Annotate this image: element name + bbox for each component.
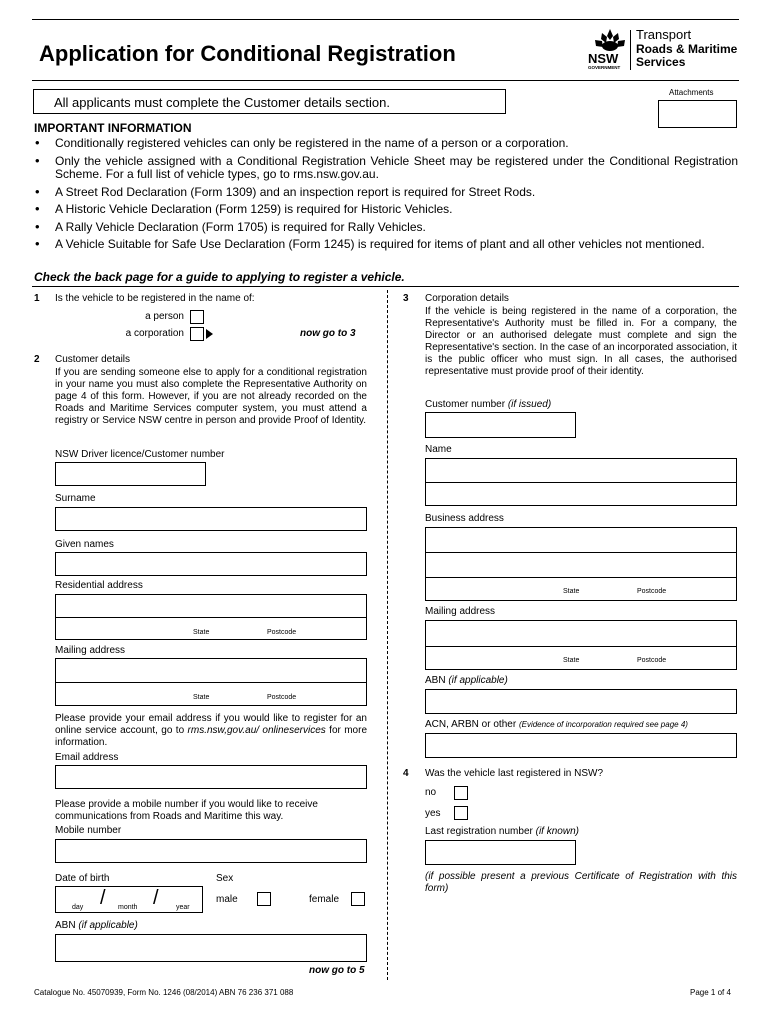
- customer-number-note: (if issued): [507, 399, 552, 410]
- state-label: State: [193, 629, 210, 636]
- residential-address-input[interactable]: [55, 594, 367, 640]
- logo-roads-maritime: Roads & Maritime: [636, 42, 738, 56]
- email-paragraph: [55, 713, 367, 749]
- state-label: State: [193, 694, 210, 701]
- business-address-label: Business address: [425, 513, 504, 524]
- postcode-label: Postcode: [267, 629, 297, 636]
- s1-question: Is the vehicle to be registered in the name of:: [55, 293, 255, 304]
- day-label: day: [72, 904, 84, 911]
- s2-paragraph: If you are sending someone else to apply for a conditional registration in your name you must also complete the Representative Authority on page 4 of this form. However, if you are not already recorded on the Roads and Maritime Services computer system, you must attend a registry or Service NSW centre in person and provide Proof of Identity.: [55, 367, 367, 426]
- licence-label: NSW Driver licence/Customer number: [55, 449, 225, 460]
- state-label: State: [563, 588, 580, 595]
- nsw-logo: [582, 27, 742, 73]
- last-registration-text: Last registration number: [425, 826, 533, 837]
- corporation-checkbox[interactable]: [190, 327, 204, 341]
- email-input[interactable]: [55, 765, 367, 789]
- important-heading: IMPORTANT INFORMATION: [34, 121, 192, 135]
- s2-abn-label: [55, 920, 138, 932]
- acn-note: (Evidence of incorporation required see page 4): [518, 720, 688, 729]
- corporation-name-input[interactable]: [425, 458, 737, 506]
- banner: [33, 89, 506, 114]
- yes-checkbox[interactable]: [454, 806, 468, 820]
- abn-note: (if applicable): [448, 675, 508, 686]
- header-rule: [32, 80, 739, 81]
- logo-transport: Transport: [636, 27, 692, 42]
- dob-label: Date of birth: [55, 873, 110, 884]
- mobile-paragraph: Please provide a mobile number if you would like to receive communications from Roads and Maritime this way.: [55, 799, 318, 822]
- postcode-label: Postcode: [637, 588, 667, 595]
- s1-goto: now go to 3: [300, 328, 356, 339]
- check-back-note: Check the back page for a guide to applying to register a vehicle.: [34, 270, 405, 284]
- acn-text: ACN, ARBN or other: [425, 719, 517, 730]
- field-divider: [426, 646, 736, 647]
- dob-slash: /: [100, 887, 106, 909]
- abn-note: (if applicable): [78, 920, 138, 931]
- logo-divider: [630, 30, 631, 70]
- field-divider: [56, 682, 366, 683]
- male-label: male: [216, 894, 238, 905]
- dob-slash: /: [153, 887, 159, 909]
- last-registration-label: [425, 826, 579, 838]
- list-item: • Only the vehicle assigned with a Conditional Registration Vehicle Sheet may be registered under the Conditional Registration Scheme. For a full list of vehicle types, go to rms.nsw.gov.au.: [33, 155, 738, 182]
- field-divider: [56, 617, 366, 618]
- abn-text: ABN: [425, 675, 446, 686]
- sex-label: Sex: [216, 873, 234, 884]
- s3-number: 3: [403, 293, 409, 304]
- month-label: month: [118, 904, 138, 911]
- column-divider: [387, 290, 388, 980]
- no-checkbox[interactable]: [454, 786, 468, 800]
- field-divider: [426, 552, 736, 553]
- list-item: • Conditionally registered vehicles can only be registered in the name of a person or a corporation.: [33, 137, 738, 151]
- female-checkbox[interactable]: [351, 892, 365, 906]
- s1-corporation-label: a corporation: [125, 328, 184, 339]
- state-label: State: [563, 657, 580, 664]
- list-item: • A Rally Vehicle Declaration (Form 1705) is required for Rally Vehicles.: [33, 221, 738, 235]
- waratah-icon: [590, 27, 630, 53]
- footer-page-number: Page 1 of 4: [690, 988, 731, 997]
- section-rule: [32, 286, 739, 287]
- male-checkbox[interactable]: [257, 892, 271, 906]
- attachments-box[interactable]: [658, 100, 737, 128]
- last-registration-note: (if known): [535, 826, 579, 837]
- female-label: female: [309, 894, 340, 905]
- arrow-right-icon: [206, 329, 213, 339]
- business-address-input[interactable]: [425, 527, 737, 601]
- name-label: Name: [425, 444, 452, 455]
- given-names-input[interactable]: [55, 552, 367, 576]
- s3-paragraph: If the vehicle is being registered in the name of a corporation, the Representative's Authority must be filled in. For a company, the Director or an authorised delegate must complete and sign the Representative's section. In the case of an incorporated association, it is the public officer who must sign. In all cases, the authorised representative must provide proof of their identity.: [425, 306, 737, 377]
- customer-number-text: Customer number: [425, 399, 506, 410]
- banner-text: All applicants must complete the Customer details section.: [54, 95, 390, 110]
- s4-question: Was the vehicle last registered in NSW?: [425, 768, 604, 779]
- page-title: Application for Conditional Registration: [39, 41, 456, 66]
- residential-address-label: Residential address: [55, 580, 143, 591]
- s3-mailing-address-label: Mailing address: [425, 606, 496, 617]
- logo-services: Services: [636, 55, 686, 69]
- yes-label: yes: [425, 808, 441, 819]
- year-label: year: [176, 904, 190, 911]
- s4-number: 4: [403, 768, 409, 779]
- email-label: Email address: [55, 752, 119, 763]
- postcode-label: Postcode: [637, 657, 667, 664]
- postcode-label: Postcode: [267, 694, 297, 701]
- surname-input[interactable]: [55, 507, 367, 531]
- list-item: • A Vehicle Suitable for Safe Use Declaration (Form 1245) is required for items of plant and all other vehicles not mentioned.: [33, 238, 738, 252]
- s3-abn-input[interactable]: [425, 689, 737, 714]
- s1-number: 1: [34, 293, 40, 304]
- field-divider: [426, 482, 736, 483]
- customer-number-label: [425, 399, 551, 411]
- field-divider: [426, 577, 736, 578]
- s1-person-label: a person: [145, 311, 184, 322]
- list-item: • A Historic Vehicle Declaration (Form 1259) is required for Historic Vehicles.: [33, 203, 738, 217]
- s3-mailing-address-input[interactable]: [425, 620, 737, 670]
- dob-input[interactable]: [55, 886, 203, 913]
- given-names-label: Given names: [55, 539, 114, 550]
- important-list: [33, 137, 738, 256]
- last-registration-input[interactable]: [425, 840, 576, 865]
- online-services-link[interactable]: rms.nsw,gov.au/ onlineservices: [187, 725, 326, 736]
- logo-nsw: NSW: [588, 51, 619, 66]
- email-para-text-end: for more information.: [55, 725, 368, 748]
- s3-abn-label: [425, 675, 508, 687]
- s2-number: 2: [34, 354, 40, 365]
- s2-goto: now go to 5: [309, 965, 365, 976]
- abn-text: ABN: [55, 920, 76, 931]
- top-rule: [32, 19, 739, 20]
- s4-note: (if possible present a previous Certificate of Registration with this form): [425, 871, 737, 894]
- mobile-input[interactable]: [55, 839, 367, 863]
- footer-catalogue: Catalogue No. 45070939, Form No. 1246 (08/2014) ABN 76 236 371 088: [34, 988, 294, 997]
- acn-label: [425, 719, 688, 731]
- customer-number-input[interactable]: [425, 412, 576, 438]
- no-label: no: [425, 787, 437, 798]
- attachments-label: Attachments: [669, 88, 714, 97]
- logo-government: GOVERNMENT: [588, 65, 621, 70]
- surname-label: Surname: [55, 493, 96, 504]
- list-item: • A Street Rod Declaration (Form 1309) and an inspection report is required for Street Rods.: [33, 186, 738, 200]
- s2-title: Customer details: [55, 354, 131, 365]
- licence-input[interactable]: [55, 462, 206, 486]
- s2-abn-input[interactable]: [55, 934, 367, 962]
- person-checkbox[interactable]: [190, 310, 204, 324]
- acn-input[interactable]: [425, 733, 737, 758]
- s3-title: Corporation details: [425, 293, 509, 304]
- email-para-text: Please provide your email address if you would like to register for an online service account, go to: [55, 713, 367, 736]
- mobile-label: Mobile number: [55, 825, 122, 836]
- mailing-address-input[interactable]: [55, 658, 367, 706]
- mailing-address-label: Mailing address: [55, 645, 126, 656]
